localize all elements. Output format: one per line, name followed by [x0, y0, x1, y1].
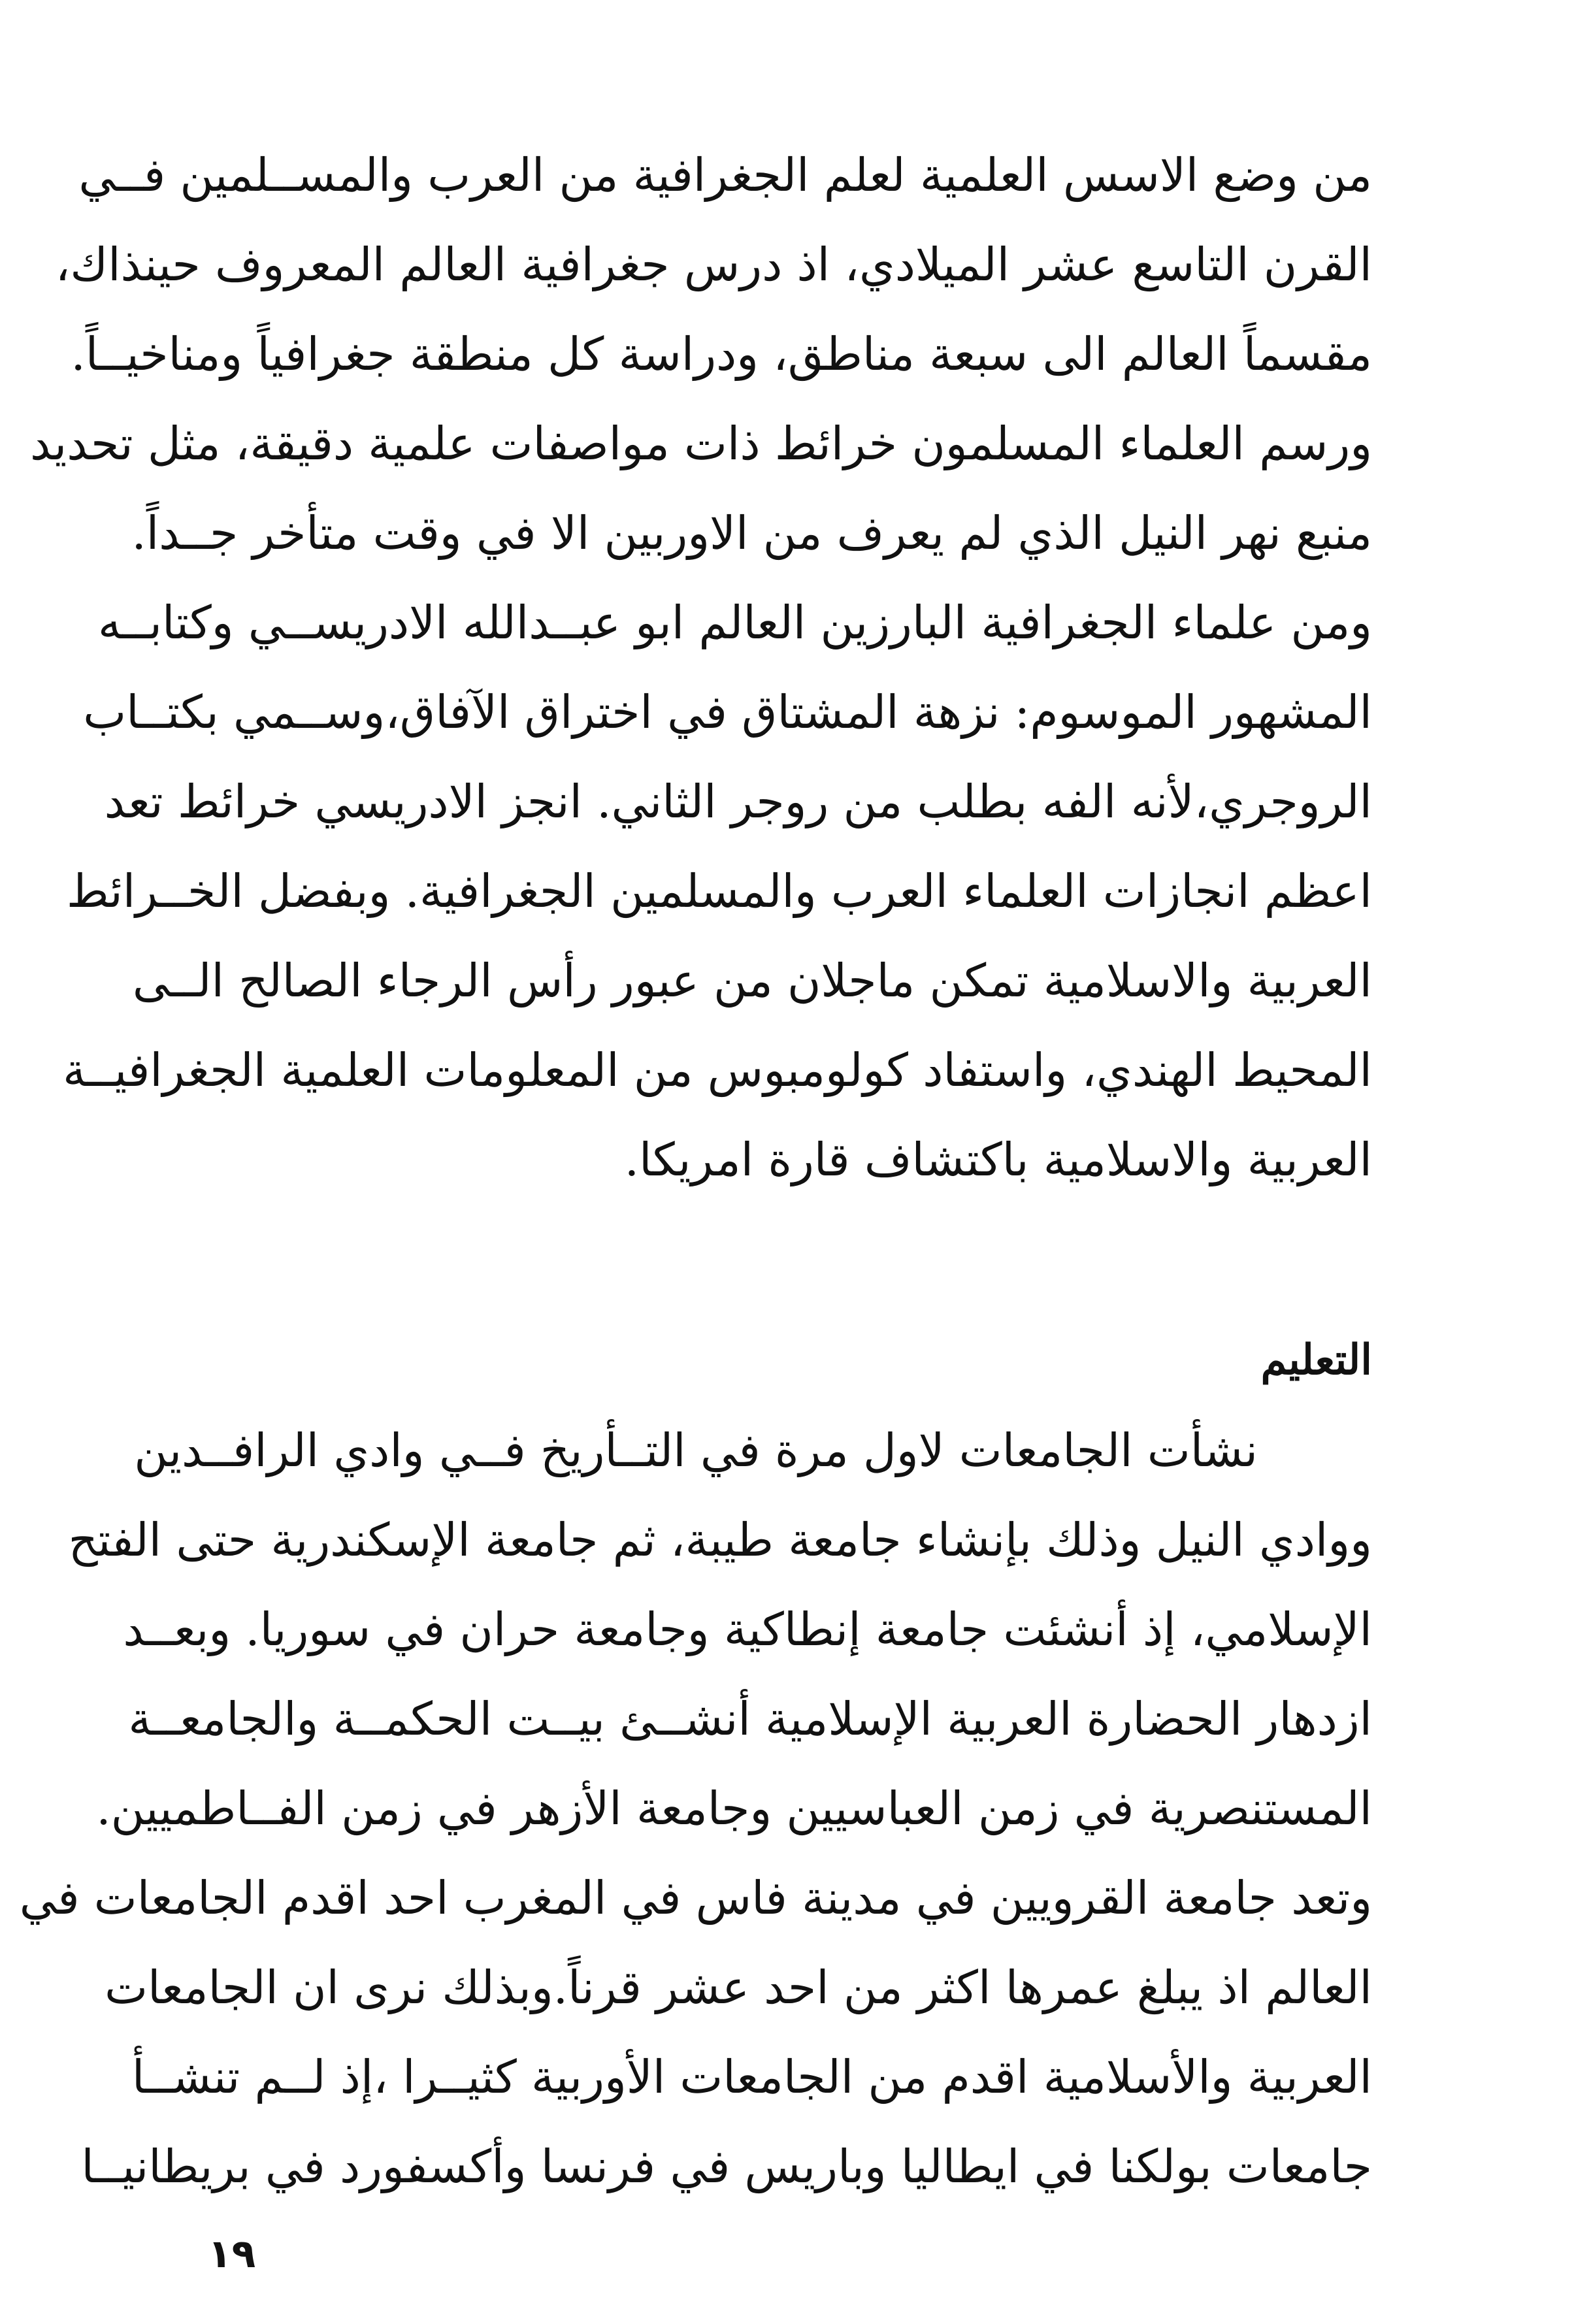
- text-line: جامعات بولكنا في ايطاليا وباريس في فرنسا وأكسفورد في بريطانيــا: [81, 2140, 1372, 2193]
- text-line: منبع نهر النيل الذي لم يعرف من الاوربين الا في وقت متأخر جــداً.: [131, 506, 1372, 560]
- paragraph-geography: [29, 131, 1372, 1205]
- text-line: من وضع الاسس العلمية لعلم الجغرافية من العرب والمســلمين فــي: [78, 148, 1372, 202]
- text-line: القرن التاسع عشر الميلادي، اذ درس جغرافية العالم المعروف حينذاك،: [55, 238, 1372, 291]
- text-line: ورسم العلماء المسلمون خرائط ذات مواصفات علمية دقيقة، مثل تحديد: [29, 417, 1372, 470]
- text-line: ووادي النيل وذلك بإنشاء جامعة طيبة، ثم جامعة الإسكندرية حتى الفتح: [68, 1513, 1372, 1567]
- text-line: ومن علماء الجغرافية البارزين العالم ابو عبــدالله الادريســي وكتابــه: [97, 596, 1372, 649]
- text-line: العربية والاسلامية تمكن ماجلان من عبور رأس الرجاء الصالح الــى: [132, 954, 1372, 1007]
- text-line: اعظم انجازات العلماء العرب والمسلمين الجغرافية. وبفضل الخــرائط: [66, 864, 1372, 918]
- text-line: الإسلامي، إذ أنشئت جامعة إنطاكية وجامعة حران في سوريا. وبعــد: [123, 1603, 1372, 1656]
- text-line: العالم اذ يبلغ عمرها اكثر من احد عشر قرناً.وبذلك نرى ان الجامعات: [105, 1961, 1372, 2014]
- text-line: العربية والأسلامية اقدم من الجامعات الأوربية كثيــرا ،إذ لــم تنشــأ: [131, 2050, 1372, 2104]
- text-line: ازدهار الحضارة العربية الإسلامية أنشــئ بيــت الحكمــة والجامعــة: [128, 1692, 1372, 1746]
- page-number: ١٩: [208, 2231, 256, 2277]
- section-heading: التعليم: [1260, 1335, 1372, 1384]
- text-line: الروجري،لأنه الفه بطلب من روجر الثاني. انجز الادريسي خرائط تعد: [104, 775, 1372, 828]
- text-line: العربية والاسلامية باكتشاف قارة امريكا.: [624, 1133, 1372, 1187]
- document-page: [19, 131, 1372, 2212]
- text-line: المستنصرية في زمن العباسيين وجامعة الأزهر في زمن الفــاطميين.: [96, 1782, 1372, 1835]
- text-line: نشأت الجامعات لاول مرة في التــأريخ فــي وادي الرافــدين: [134, 1424, 1258, 1477]
- text-line: المشهور الموسوم: نزهة المشتاق في اختراق الآفاق،وســمي بكتــاب: [83, 685, 1372, 739]
- paragraph-education: [19, 1406, 1372, 2212]
- text-line: وتعد جامعة القرويين في مدينة فاس في المغرب احد اقدم الجامعات في: [19, 1871, 1372, 1925]
- text-line: مقسماً العالم الى سبعة مناطق، ودراسة كل منطقة جغرافياً ومناخيــاً.: [71, 327, 1372, 381]
- text-line: المحيط الهندي، واستفاد كولومبوس من المعلومات العلمية الجغرافيــة: [63, 1043, 1372, 1097]
